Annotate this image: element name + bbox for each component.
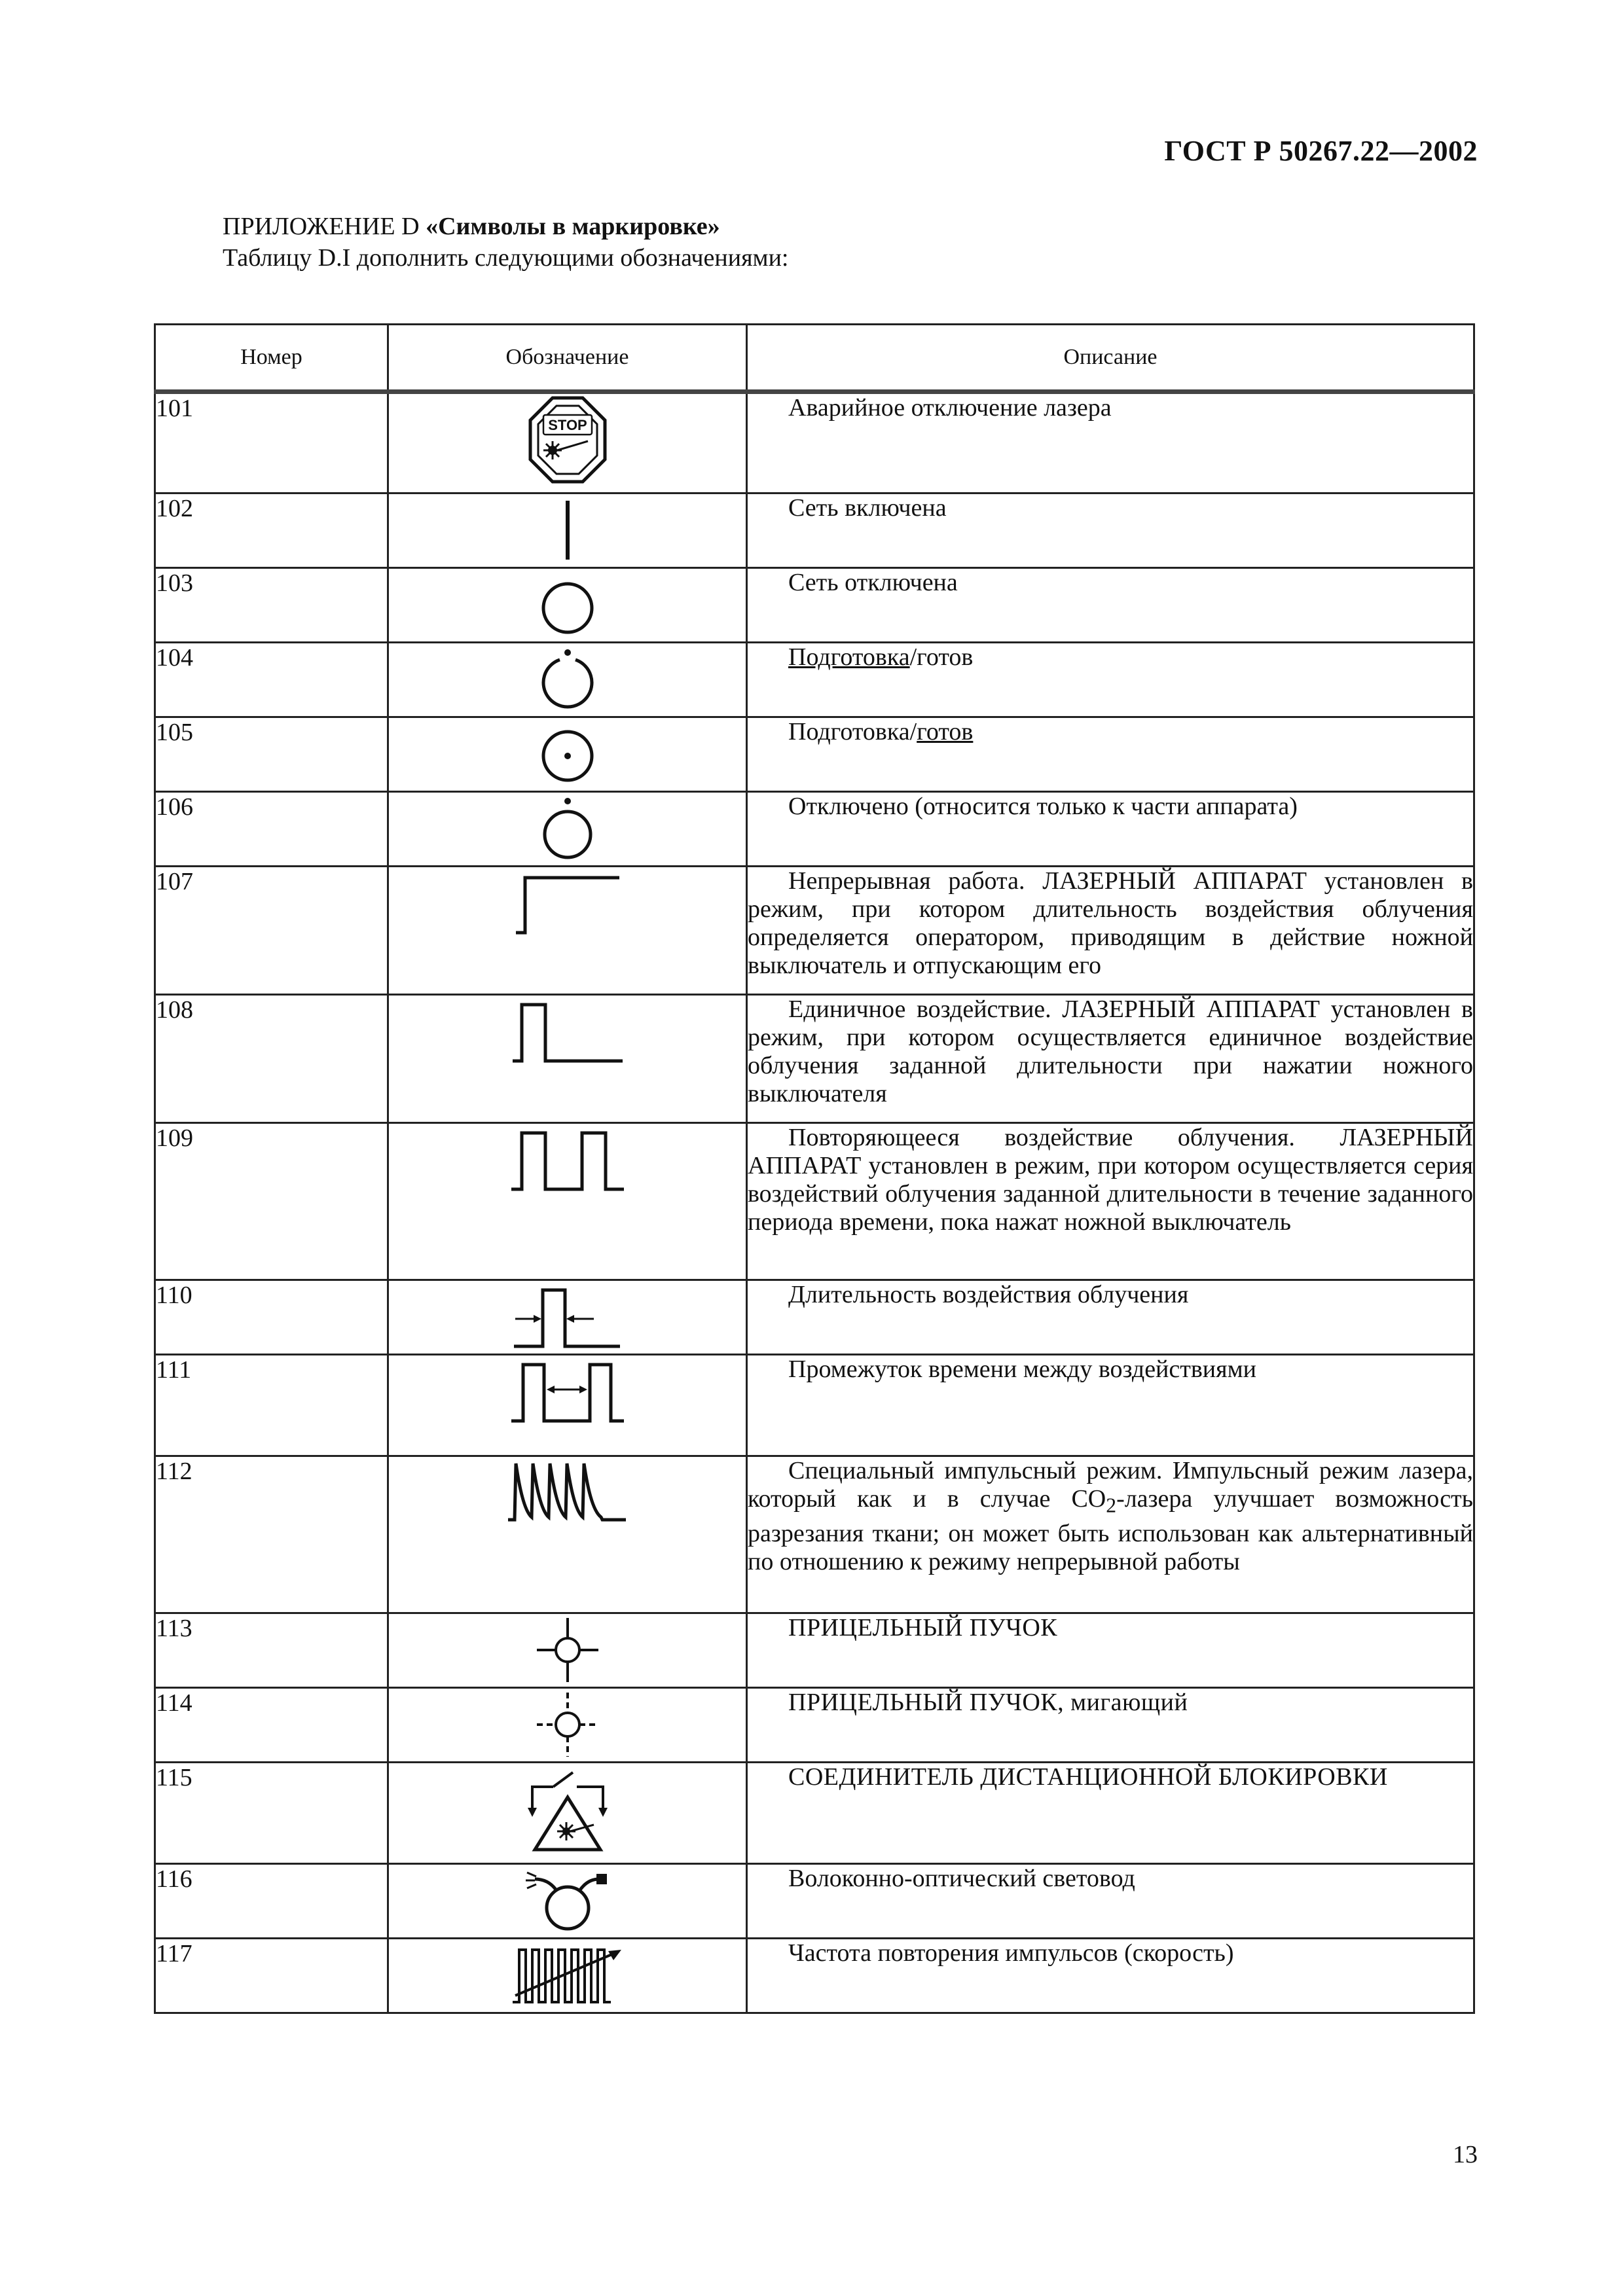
row-description	[747, 1763, 1474, 1864]
header-symbol: Обозначение	[388, 325, 747, 392]
row-description	[747, 1355, 1474, 1456]
description-text: Волоконно-оптический световод	[788, 1865, 1135, 1892]
row-symbol	[388, 568, 747, 643]
description-part-a: Специальный импульсный режим. Импульсный режим лазера, который как и в случае CO	[748, 1457, 1473, 1513]
row-description	[747, 1280, 1474, 1355]
row-description	[747, 568, 1474, 643]
table-row	[155, 792, 1474, 867]
row-description	[747, 1688, 1474, 1763]
description-text: Длительность воздействия облучения	[788, 1281, 1189, 1308]
appendix-title-prefix: ПРИЛОЖЕНИЕ D	[223, 213, 420, 240]
row-description	[747, 1613, 1474, 1688]
row-symbol	[388, 1763, 747, 1864]
standby-icon	[535, 643, 600, 715]
row-symbol	[388, 643, 747, 717]
row-description	[747, 995, 1474, 1123]
row-symbol	[388, 995, 747, 1123]
description-subscript: 2	[1106, 1494, 1117, 1517]
description-part-b: /готов	[909, 643, 974, 671]
header-number: Номер	[155, 325, 388, 392]
description-part-a: ПРИЦЕЛЬНЫЙ ПУЧОК	[788, 1689, 1058, 1716]
ready-icon	[535, 718, 600, 790]
row-number: 115	[155, 1763, 388, 1864]
repetition-rate-icon	[509, 1939, 627, 2011]
row-symbol	[388, 392, 747, 493]
part-off-icon	[535, 793, 600, 865]
table-row	[155, 568, 1474, 643]
row-description	[747, 1123, 1474, 1280]
description-text: Отключено (относится только к части аппарата)	[788, 793, 1298, 820]
description-text: Аварийное отключение лазера	[788, 394, 1112, 422]
row-number: 116	[155, 1864, 388, 1939]
row-symbol	[388, 1939, 747, 2013]
row-symbol	[388, 1456, 747, 1613]
row-description	[747, 392, 1474, 493]
row-number: 108	[155, 995, 388, 1123]
appendix-title	[223, 211, 788, 242]
description-part-b: -лазера улучшает возможность разрезания ткани; он может быть использован как альтернативный по отношению к режиму непрерывной работы	[748, 1485, 1473, 1575]
description-part-b: готов	[917, 718, 974, 745]
laser-emergency-stop-icon	[525, 394, 610, 486]
document-standard-number: ГОСТ Р 50267.22—2002	[1164, 135, 1478, 167]
row-number: 102	[155, 493, 388, 568]
row-symbol	[388, 1355, 747, 1456]
row-number: 114	[155, 1688, 388, 1763]
row-symbol	[388, 717, 747, 792]
description-text: Непрерывная работа. ЛАЗЕРНЫЙ АППАРАТ установлен в режим, при котором длительность воздействия облучения определяется оператором, приводящим в действие ножной выключатель и отпускающим его	[748, 867, 1473, 979]
table-row	[155, 1355, 1474, 1456]
description-text: Сеть включена	[788, 494, 947, 522]
table-row	[155, 1280, 1474, 1355]
table-row	[155, 867, 1474, 995]
row-description	[747, 717, 1474, 792]
row-number: 111	[155, 1355, 388, 1456]
description-text: СОЕДИНИТЕЛЬ ДИСТАНЦИОННОЙ БЛОКИРОВКИ	[788, 1763, 1388, 1791]
description-text: Частота повторения импульсов (скорость)	[788, 1939, 1234, 1967]
aiming-beam-icon	[532, 1614, 604, 1686]
table-row	[155, 1456, 1474, 1613]
row-description	[747, 792, 1474, 867]
continuous-mode-icon	[512, 867, 623, 939]
row-number: 113	[155, 1613, 388, 1688]
description-part-a: Подготовка/	[788, 718, 917, 745]
table-header-row	[155, 325, 1474, 392]
row-symbol	[388, 1613, 747, 1688]
row-symbol	[388, 792, 747, 867]
row-description	[747, 493, 1474, 568]
page-number: 13	[1453, 2141, 1478, 2168]
single-pulse-icon	[509, 996, 627, 1067]
table-row	[155, 1864, 1474, 1939]
row-description	[747, 643, 1474, 717]
row-symbol	[388, 1123, 747, 1280]
row-number: 104	[155, 643, 388, 717]
header-description: Описание	[747, 325, 1474, 392]
repeat-pulse-icon	[509, 1124, 627, 1196]
remote-interlock-icon	[509, 1763, 627, 1855]
row-number: 103	[155, 568, 388, 643]
row-description	[747, 1939, 1474, 2013]
row-number: 109	[155, 1123, 388, 1280]
table-row	[155, 1123, 1474, 1280]
special-pulse-icon	[505, 1457, 630, 1529]
row-number: 105	[155, 717, 388, 792]
row-number: 117	[155, 1939, 388, 2013]
table-row	[155, 392, 1474, 493]
row-number: 107	[155, 867, 388, 995]
table-row	[155, 995, 1474, 1123]
row-description	[747, 1456, 1474, 1613]
description-text: ПРИЦЕЛЬНЫЙ ПУЧОК	[788, 1614, 1058, 1641]
table-row	[155, 1939, 1474, 2013]
row-description	[747, 1864, 1474, 1939]
power-off-icon	[535, 569, 600, 641]
description-part-b: , мигающий	[1057, 1689, 1188, 1716]
description-text: Сеть отключена	[788, 569, 958, 596]
table-row	[155, 1613, 1474, 1688]
appendix-title-quote: «Символы в маркировке»	[426, 213, 720, 240]
description-part-a: Подготовка	[788, 643, 910, 671]
stop-label: STOP	[547, 417, 587, 433]
table-row	[155, 643, 1474, 717]
row-description	[747, 867, 1474, 995]
row-symbol	[388, 493, 747, 568]
table-row	[155, 717, 1474, 792]
table-row	[155, 493, 1474, 568]
row-number: 106	[155, 792, 388, 867]
description-text: Промежуток времени между воздействиями	[788, 1355, 1257, 1383]
row-number: 112	[155, 1456, 388, 1613]
row-number: 110	[155, 1280, 388, 1355]
row-number: 101	[155, 392, 388, 493]
row-symbol	[388, 1864, 747, 1939]
exposure-duration-icon	[509, 1281, 627, 1353]
power-on-icon	[555, 494, 581, 566]
appendix-subtitle: Таблицу D.I дополнить следующими обозначениями:	[223, 244, 789, 272]
row-symbol	[388, 1280, 747, 1355]
description-text: Повторяющееся воздействие облучения. ЛАЗЕРНЫЙ АППАРАТ установлен в режим, при котором осуществляется серия воздействий облучения заданной длительности в течение заданного периода времени, пока нажат ножной выключатель	[748, 1124, 1473, 1236]
appendix-heading	[223, 211, 788, 274]
fiber-optic-icon	[522, 1865, 613, 1937]
table-row	[155, 1763, 1474, 1864]
description-text: Единичное воздействие. ЛАЗЕРНЫЙ АППАРАТ установлен в режим, при котором осуществляется единичное воздействие облучения заданной длительности при нажатии ножного выключателя	[748, 996, 1473, 1107]
symbols-table	[154, 323, 1475, 2014]
exposure-interval-icon	[509, 1355, 627, 1427]
table-row	[155, 1688, 1474, 1763]
row-symbol	[388, 1688, 747, 1763]
row-symbol	[388, 867, 747, 995]
aiming-beam-flashing-icon	[532, 1689, 604, 1761]
